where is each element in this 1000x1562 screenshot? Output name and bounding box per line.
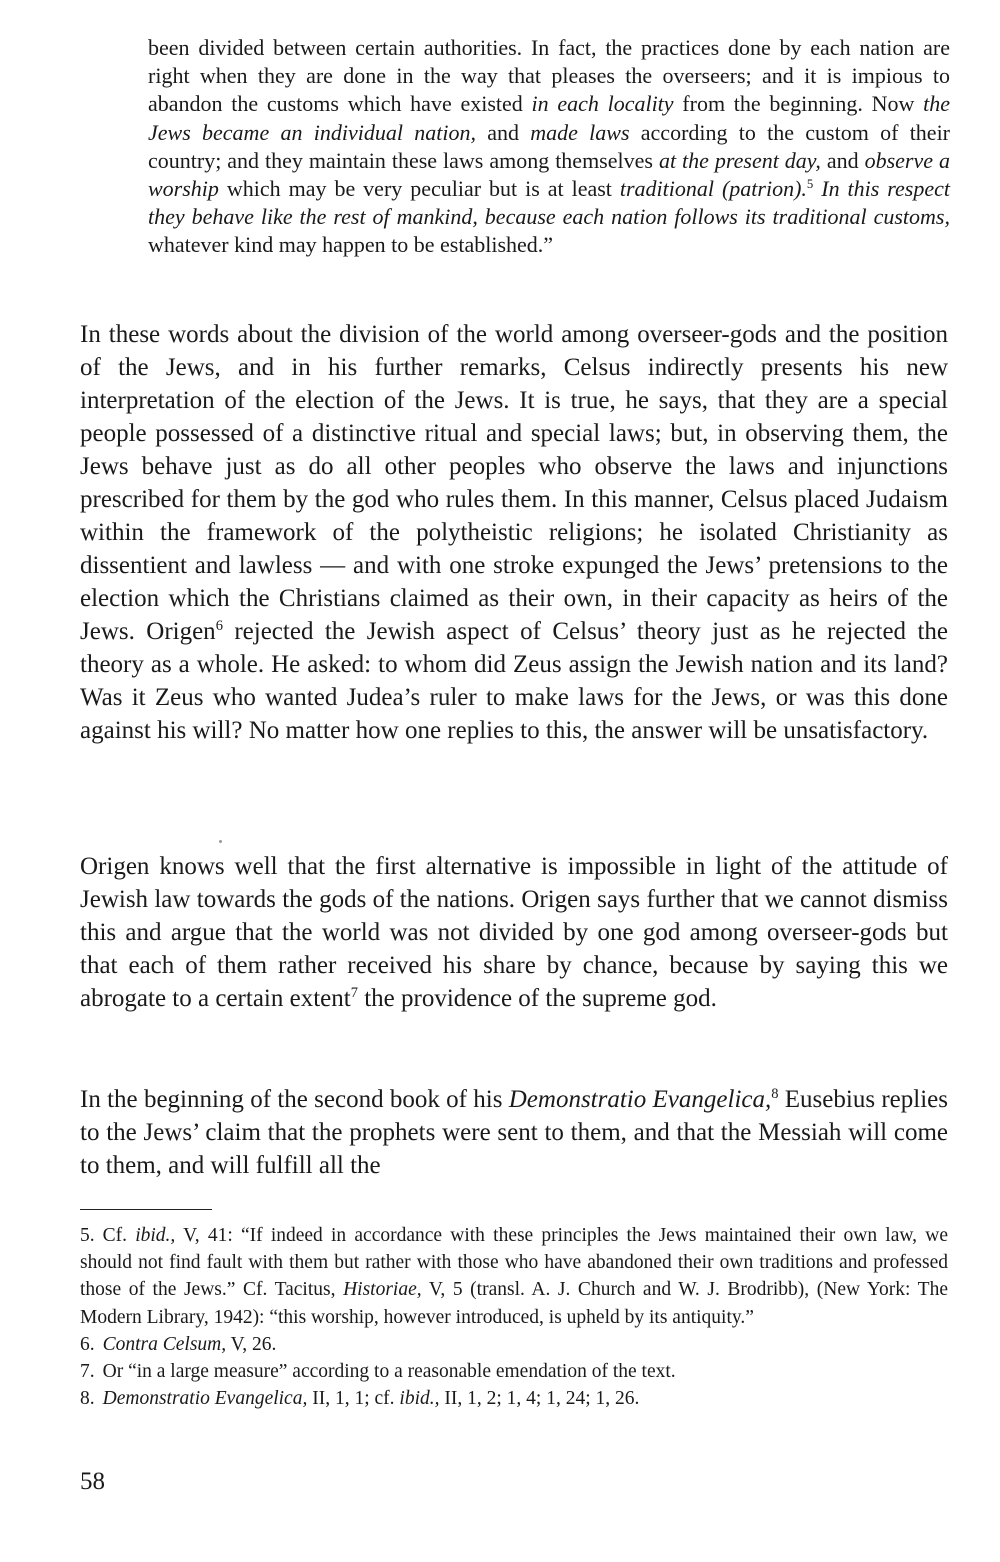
quote-text: been divided between certain authorities. In fact, the practices done by each nation are right when they are done in the way that pleases the overseers; and it is impious to abandon the customs which have existed [148, 35, 950, 117]
body-paragraph-1 [80, 318, 948, 747]
quote-italic: observe a worship [148, 147, 951, 202]
footnote-text: II, 1, 2; 1, 4; 1, 24; 1, 26. [439, 1388, 640, 1410]
quote-text: according to the custom of their country; and they maintain these laws among themselves [148, 119, 951, 173]
footnote-text: V, 26. [226, 1333, 277, 1355]
print-speck [219, 840, 222, 843]
footnote-number: 6. [80, 1333, 95, 1355]
footnotes [80, 1222, 948, 1412]
paragraph-text: In these words about the division of the world among overseer-gods and the position of the Jews, and in his further remarks, Celsus indirectly presents his new interpretation of the election of the Jews. It is true, he says, that they are a special people possessed of a distinctive ritual and special laws; but, in observing them, the Jews behave just as do all other peoples who observe the laws and injunctions prescribed for them by the god who rules them. In this manner, Celsus placed Judaism within the framework of the polytheistic religions; he isolated Christianity as dissentient and lawless — and with one stroke expunged the Jews’ pretensions to the election which the Christians claimed as their own, in their capacity as heirs of the Jews. Origen [80, 321, 948, 645]
footnote-7 [80, 1358, 948, 1385]
paragraph-text: In the beginning of the second book of his [80, 1086, 509, 1113]
footnote-text: II, 1, 1; cf. [307, 1388, 400, 1410]
footnote-ref[interactable]: 6 [215, 618, 223, 635]
footnote-number: 7. [80, 1361, 95, 1383]
footnote-italic: Contra Celsum, [102, 1333, 227, 1355]
footnote-5 [80, 1222, 948, 1331]
footnote-italic: Historiae, [343, 1279, 422, 1301]
paragraph-text: the providence of the supreme god. [357, 985, 717, 1012]
quote-text: and [820, 147, 865, 173]
footnote-text: V, 41: “If indeed in accordance with these principles the Jews maintained their own law, we should not find fault with them but rather with those who have abandoned their own traditions and professed those of the Jews.” Cf. Tacitus, [80, 1225, 949, 1301]
paragraph-text: Origen knows well that the first alternative is impossible in light of the attitude of Jewish law towards the gods of the nations. Origen says further that we cannot dismiss this and argue that the world was not divided by one god among overseer-gods but that each of them rather received his share by chance, because by saying this we abrogate to a certain extent [80, 853, 948, 1012]
quote-italic: In this respect they behave like the rest of mankind, because each nation follows its traditional customs, [148, 176, 951, 230]
quote-text: and [475, 119, 531, 145]
paragraph-italic: Demonstratio Evangelica, [508, 1086, 772, 1113]
footnote-text: Or “in a large measure” according to a reasonable emendation of the text. [102, 1361, 676, 1383]
quote-italic: in each locality [531, 91, 674, 117]
footnote-ref[interactable]: 8 [771, 1086, 779, 1103]
body-paragraph-3 [80, 1083, 948, 1182]
quote-text: whatever kind may happen to be established.” [148, 232, 554, 258]
footnote-text: V, 5 (transl. A. J. Church and W. J. Brodribb), (New York: The Modern Library, 1942): “this worship, however introduced, is upheld by its antiquity.” [80, 1279, 948, 1328]
paragraph-text: Eusebius replies to the Jews’ claim that the prophets were sent to them, and that the Messiah will come to them, and will fulfill all the [80, 1086, 948, 1179]
footnote-ref[interactable]: 7 [350, 985, 358, 1002]
page-number: 58 [80, 1468, 105, 1495]
footnote-number: 8. [80, 1388, 95, 1410]
footnote-divider [80, 1209, 212, 1210]
block-quote [148, 34, 950, 260]
footnote-italic: ibid., [399, 1388, 440, 1410]
quote-text: which may be very peculiar but is at least [218, 176, 620, 202]
footnote-6 [80, 1331, 948, 1358]
footnote-text: Cf. [102, 1225, 136, 1246]
footnote-number: 5. [80, 1225, 95, 1246]
footnote-italic: ibid., [135, 1225, 176, 1246]
quote-italic: at the present day, [658, 147, 821, 173]
paragraph-text: rejected the Jewish aspect of Celsus’ theory just as he rejected the theory as a whole. He asked: to whom did Zeus assign the Jewish nation and its land? Was it Zeus who wanted Judea’s ruler to make laws for the Jews, or was this done against his will? No matter how one replies to this, the answer will be unsatisfactory. [80, 618, 948, 744]
quote-italic: made laws [530, 119, 630, 145]
footnote-ref[interactable]: 5 [806, 177, 814, 192]
quote-italic: the Jews became an individual nation, [148, 91, 950, 145]
footnote-italic: Demonstratio Evangelica, [102, 1388, 308, 1410]
quote-text: from the beginning. Now [673, 91, 924, 117]
footnote-8 [80, 1385, 948, 1412]
body-paragraph-2 [80, 850, 948, 1015]
quote-italic: traditional (patrion). [619, 176, 807, 202]
